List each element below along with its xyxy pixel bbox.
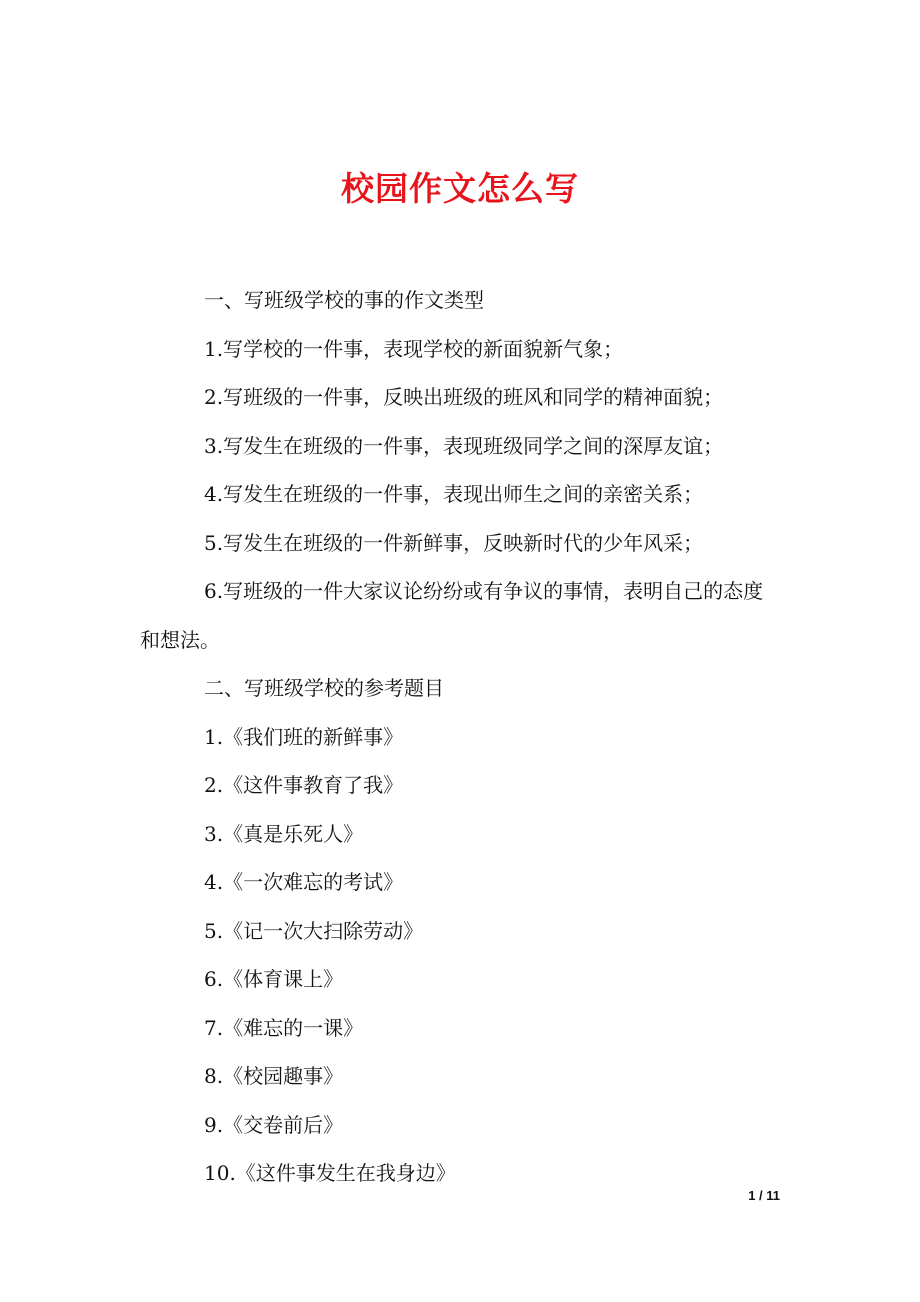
list-item: 1.《我们班的新鲜事》 — [204, 724, 404, 749]
list-item: 3.写发生在班级的一件事，表现班级同学之间的深厚友谊； — [204, 433, 724, 458]
list-item: 3.《真是乐死人》 — [204, 821, 364, 846]
section-heading: 一、写班级学校的事的作文类型 — [204, 288, 484, 312]
list-item: 9.《交卷前后》 — [204, 1112, 344, 1137]
section-heading: 二、写班级学校的参考题目 — [204, 676, 444, 700]
list-item: 7.《难忘的一课》 — [204, 1015, 364, 1040]
list-item: 2.写班级的一件事，反映出班级的班风和同学的精神面貌； — [204, 385, 724, 409]
list-item: 10.《这件事发生在我身边》 — [204, 1161, 456, 1185]
list-item: 5.《记一次大扫除劳动》 — [204, 918, 424, 943]
page-number: 1 / 11 — [748, 1188, 780, 1203]
list-item: 6.《体育课上》 — [204, 967, 344, 991]
list-item: 6.写班级的一件大家议论纷纷或有争议的事情，表明自己的态度和想法。 — [140, 579, 764, 652]
list-item: 5.写发生在班级的一件新鲜事，反映新时代的少年风采； — [204, 530, 704, 555]
list-item: 4.《一次难忘的考试》 — [204, 870, 404, 894]
list-item: 2.《这件事教育了我》 — [204, 773, 404, 797]
list-item: 4.写发生在班级的一件事，表现出师生之间的亲密关系； — [204, 482, 704, 506]
list-item: 1.写学校的一件事，表现学校的新面貌新气象； — [204, 336, 624, 361]
document-body — [140, 276, 782, 1198]
document-title: 校园作文怎么写 — [341, 169, 579, 209]
list-item: 8.《校园趣事》 — [204, 1064, 344, 1088]
